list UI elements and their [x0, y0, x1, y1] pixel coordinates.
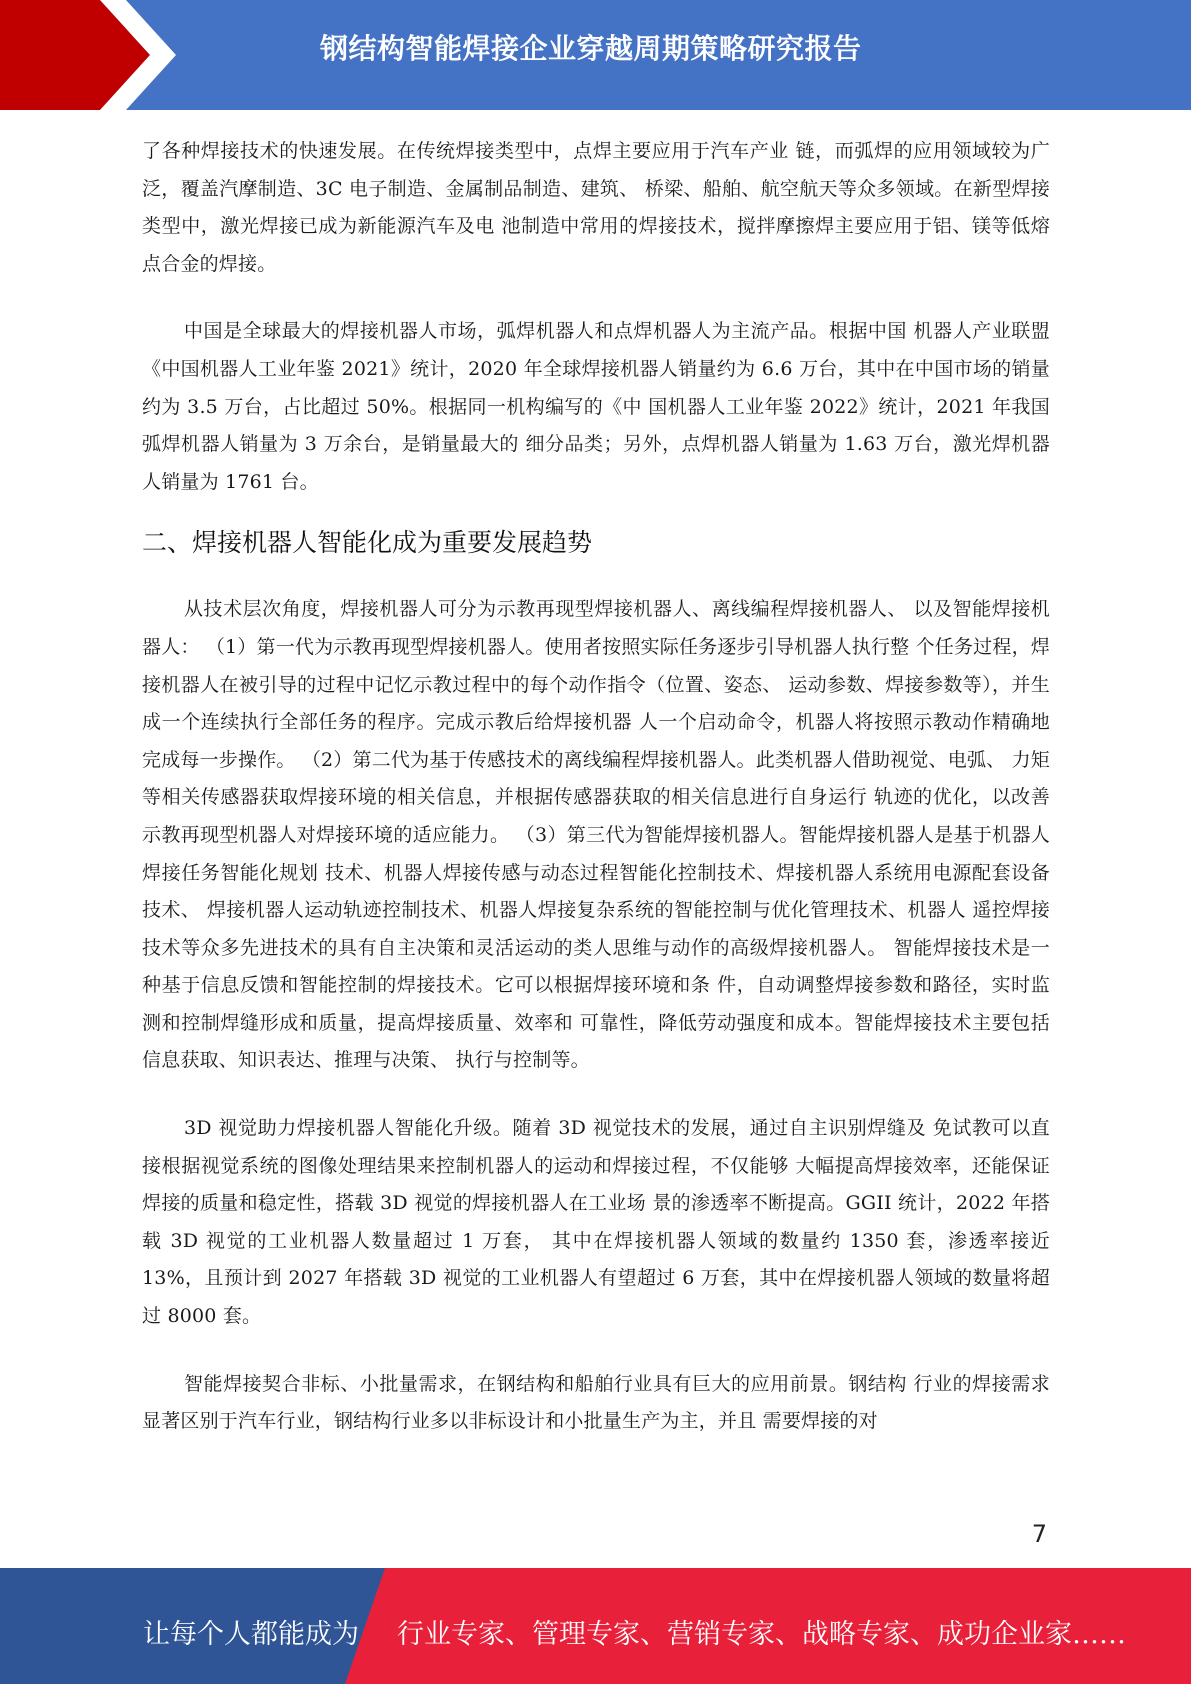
section-heading: 二、焊接机器人智能化成为重要发展趋势: [142, 528, 593, 558]
paragraph-steel-structure: 智能焊接契合非标、小批量需求，在钢结构和船舶行业具有巨大的应用前景。钢结构 行业的焊接需求显著区别于汽车行业，钢结构行业多以非标设计和小批量生产为主，并且 需要焊接的对: [142, 1372, 1050, 1433]
paragraph-welding-types: 了各种焊接技术的快速发展。在传统焊接类型中，点焊主要应用于汽车产业 链，而弧焊的应用领域较为广泛，覆盖汽摩制造、3C 电子制造、金属制品制造、建筑、 桥梁、船舶、航空航天等众多领域。在新型焊接类型中，激光焊接已成为新能源汽车及电 池制造中常用的焊接技术，搅拌摩擦焊主要应用于铝、镁等低熔点合金的焊接。: [142, 140, 1050, 275]
page-content: [142, 133, 1050, 1441]
paragraph-3d-vision: 3D 视觉助力焊接机器人智能化升级。随着 3D 视觉技术的发展，通过自主识别焊缝及 免试教可以直接根据视觉系统的图像处理结果来控制机器人的运动和焊接过程，不仅能够 大幅提高焊接效率，还能保证焊接的质量和稳定性，搭载 3D 视觉的焊接机器人在工业场 景的渗透率不断提高。GGII 统计，2022 年搭载 3D 视觉的工业机器人数量超过 1 万套， 其中在焊接机器人领域的数量约 1350 套，渗透率接近 13%，且预计到 2027 年搭载 3D 视觉的工业机器人有望超过 6 万套，其中在焊接机器人领域的数量将超过 8000 套。: [142, 1117, 1050, 1328]
report-title: 钢结构智能焊接企业穿越周期策略研究报告: [320, 32, 862, 65]
paragraph-robot-generations: 从技术层次角度，焊接机器人可分为示教再现型焊接机器人、离线编程焊接机器人、 以及智能焊接机器人： （1）第一代为示教再现型焊接机器人。使用者按照实际任务逐步引导机器人执行整 个任务过程，焊接机器人在被引导的过程中记忆示教过程中的每个动作指令（位置、姿态、 运动参数、焊接参数等），并生成一个连续执行全部任务的程序。完成示教后给焊接机器 人一个启动命令，机器人将按照示教动作精确地完成每一步操作。 （2）第二代为基于传感技术的离线编程焊接机器人。此类机器人借助视觉、电弧、 力矩等相关传感器获取焊接环境的相关信息，并根据传感器获取的相关信息进行自身运行 轨迹的优化，以改善示教再现型机器人对焊接环境的适应能力。 （3）第三代为智能焊接机器人。智能焊接机器人是基于机器人焊接任务智能化规划 技术、机器人焊接传感与动态过程智能化控制技术、焊接机器人系统用电源配套设备技术、 焊接机器人运动轨迹控制技术、机器人焊接复杂系统的智能控制与优化管理技术、机器人 遥控焊接技术等众多先进技术的具有自主决策和灵活运动的类人思维与动作的高级焊接机器人。 智能焊接技术是一种基于信息反馈和智能控制的焊接技术。它可以根据焊接环境和条 件，自动调整焊接参数和路径，实时监测和控制焊缝形成和质量，提高焊接质量、效率和 可靠性，降低劳动强度和成本。智能焊接技术主要包括信息获取、知识表达、推理与决策、 执行与控制等。: [142, 598, 1050, 1072]
footer-slogan-right: 行业专家、管理专家、营销专家、战略专家、成功企业家……: [397, 1619, 1126, 1650]
footer-slogan-left: 让每个人都能成为: [143, 1619, 359, 1650]
paragraph-china-market: 中国是全球最大的焊接机器人市场，弧焊机器人和点焊机器人为主流产品。根据中国 机器人产业联盟《中国机器人工业年鉴 2021》统计，2020 年全球焊接机器人销量约为 6.6 万台，其中在中国市场的销量约为 3.5 万台，占比超过 50%。根据同一机构编写的《中 国机器人工业年鉴 2022》统计，2021 年我国弧焊机器人销量为 3 万余台，是销量最大的 细分品类；另外，点焊机器人销量为 1.63 万台，激光焊机器人销量为 1761 台。: [142, 320, 1050, 493]
page-footer: [0, 1568, 1191, 1684]
page-number: 7: [1031, 1520, 1047, 1548]
page-header: [0, 0, 1191, 110]
